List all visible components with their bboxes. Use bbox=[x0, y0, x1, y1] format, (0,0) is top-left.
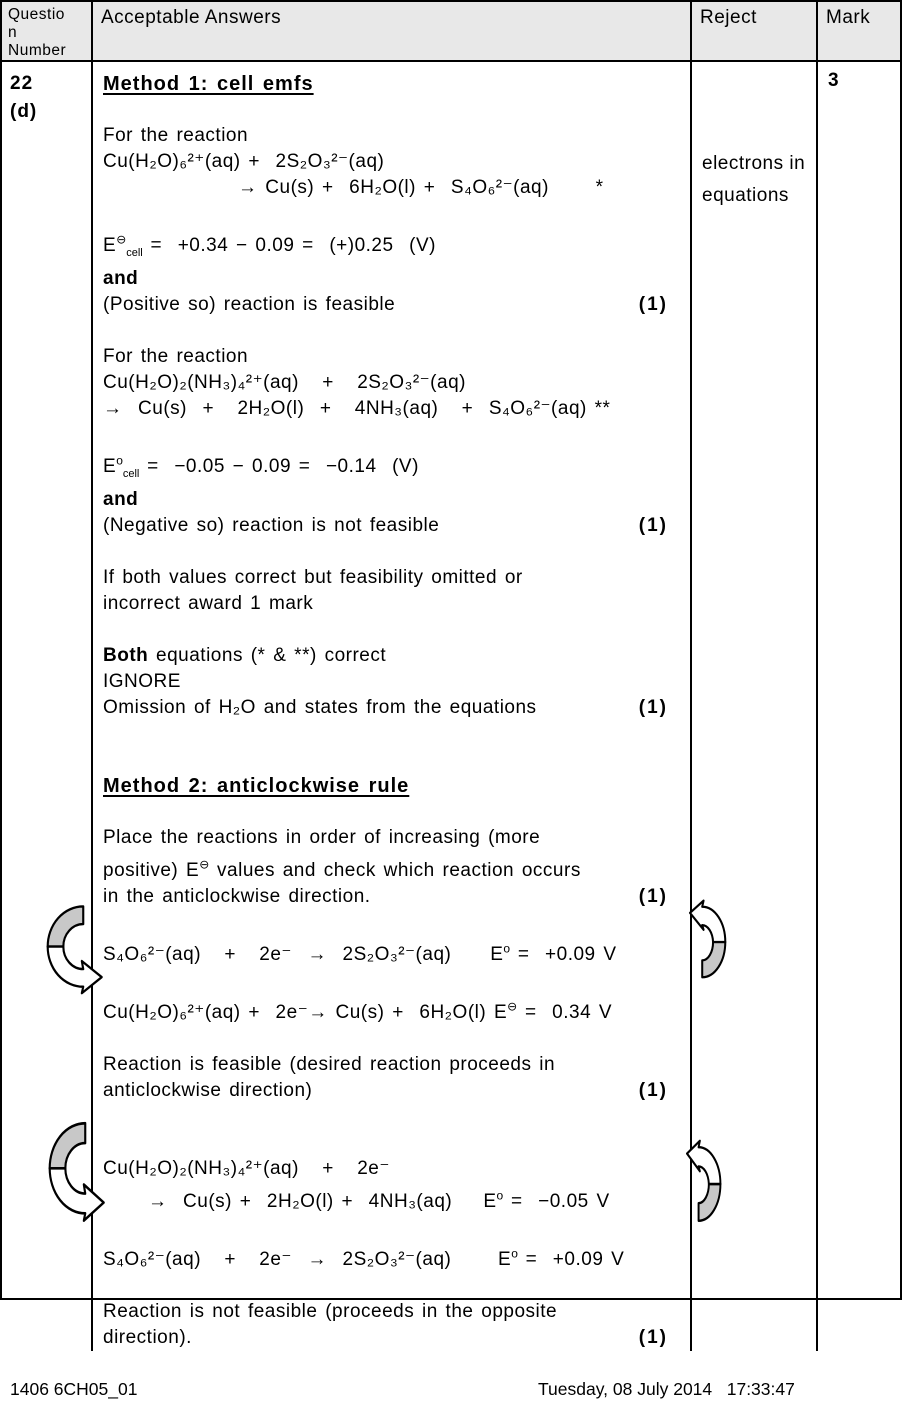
answer-text: and bbox=[103, 489, 139, 511]
answer-text: → Cu(s) + 2H₂O(l) + 4NH₃(aq) $E^o = -0.05$ V bbox=[148, 1188, 610, 1212]
answer-line bbox=[103, 396, 682, 422]
blank-line bbox=[103, 539, 682, 565]
answer-line bbox=[103, 695, 682, 721]
answers-cell bbox=[93, 62, 692, 1351]
mark-header: Mark bbox=[826, 7, 871, 28]
method-heading bbox=[103, 71, 682, 97]
blank-line bbox=[103, 318, 682, 344]
answer-text: S₄O₆²⁻(aq) + 2e⁻ → 2S₂O₃²⁻(aq) $E^o = +0.09$ V bbox=[103, 1246, 625, 1270]
question-number: 22 bbox=[10, 73, 34, 94]
answer-text: Reaction is feasible (desired reaction proceeds in bbox=[103, 1054, 556, 1076]
answer-text: (Positive so) reaction is feasible bbox=[103, 294, 396, 316]
answer-text: Cu(H₂O)₂(NH₃)₄²⁺(aq) + 2e⁻ bbox=[103, 1158, 390, 1180]
mark-point: (1) bbox=[638, 1080, 668, 1102]
answer-line bbox=[103, 227, 682, 266]
answer-text: Cu(H₂O)₆²⁺(aq) + 2e⁻→ Cu(s) + 6H₂O(l) E⊖ = 0.34 V bbox=[103, 999, 613, 1024]
blank-line bbox=[103, 1130, 682, 1156]
answer-text: Omission of H₂O and states from the equations bbox=[103, 697, 537, 719]
answer-text: Cu(H₂O)₂(NH₃)₄²⁺(aq) + 2S₂O₃²⁻(aq) bbox=[103, 372, 466, 394]
answer-text: incorrect award 1 mark bbox=[103, 593, 314, 615]
answer-text: positive) E⊖ values and check which reaction occurs bbox=[103, 857, 581, 881]
blank-line bbox=[103, 799, 682, 825]
table-body-row bbox=[2, 62, 900, 1348]
curved-arrow-up-icon bbox=[690, 896, 728, 988]
answer-line bbox=[103, 1052, 682, 1078]
answer-line bbox=[103, 513, 682, 539]
answer-text: Place the reactions in order of increasing (more bbox=[103, 827, 541, 849]
blank-line bbox=[103, 910, 682, 936]
answer-line bbox=[103, 149, 682, 175]
answer-line bbox=[103, 591, 682, 617]
blank-line bbox=[103, 201, 682, 227]
answer-line bbox=[103, 936, 682, 968]
answer-line bbox=[103, 344, 682, 370]
answer-text: For the reaction bbox=[103, 346, 249, 368]
answer-text: (Negative so) reaction is not feasible bbox=[103, 515, 440, 537]
blank-line bbox=[103, 1215, 682, 1241]
reject-cell: electrons in equations bbox=[692, 62, 818, 1351]
answer-line bbox=[103, 825, 682, 851]
footer-document-code: 1406 6CH05_01 bbox=[10, 1379, 138, 1399]
footer-timestamp: Tuesday, 08 July 2014 17:33:47 bbox=[538, 1379, 795, 1399]
mark-point: (1) bbox=[638, 697, 668, 719]
answer-text: Both equations (* & **) correct bbox=[103, 645, 387, 667]
blank-line bbox=[103, 721, 682, 747]
acceptable-answers-header: Acceptable Answers bbox=[93, 2, 692, 62]
blank-line bbox=[103, 747, 682, 773]
curved-arrow-anticlockwise-icon bbox=[42, 900, 106, 998]
mark-point: (1) bbox=[638, 294, 668, 316]
answer-text: If both values correct but feasibility omitted or bbox=[103, 567, 523, 589]
blank-line bbox=[103, 968, 682, 994]
answer-line bbox=[103, 1325, 682, 1351]
answer-text: Method 1: cell emfs bbox=[103, 73, 314, 95]
mark-point: (1) bbox=[638, 885, 668, 907]
answer-line bbox=[103, 175, 682, 201]
answer-line bbox=[103, 851, 682, 883]
blank-line bbox=[103, 422, 682, 448]
answer-text: → Cu(s) + 2H₂O(l) + 4NH₃(aq) + S₄O₆²⁻(aq) ** bbox=[103, 398, 611, 420]
answer-text: $E^⊖_{cell} = +0.34 - 0.09 = (+)0.25$ (V) bbox=[103, 233, 436, 260]
answer-line bbox=[103, 1241, 682, 1273]
answer-line bbox=[103, 1299, 682, 1325]
method-heading bbox=[103, 773, 682, 799]
table-header-row bbox=[2, 2, 900, 62]
blank-line bbox=[103, 97, 682, 123]
answer-line bbox=[103, 266, 682, 292]
answer-line bbox=[103, 448, 682, 487]
answer-line bbox=[103, 565, 682, 591]
answer-line bbox=[103, 123, 682, 149]
answer-text: S₄O₆²⁻(aq) + 2e⁻ → 2S₂O₃²⁻(aq) $E^o = +0.09$ V bbox=[103, 941, 617, 965]
curved-arrow-anticlockwise-icon bbox=[44, 1116, 108, 1226]
answer-line bbox=[103, 994, 682, 1026]
answer-text: Cu(H₂O)₆²⁺(aq) + 2S₂O₃²⁻(aq) bbox=[103, 151, 385, 172]
answer-text: Method 2: anticlockwise rule bbox=[103, 775, 410, 798]
answer-text: → Cu(s) + 6H₂O(l) + S₄O₆²⁻(aq) * bbox=[238, 177, 604, 198]
answer-line bbox=[103, 669, 682, 695]
answer-line bbox=[103, 884, 682, 910]
answer-line bbox=[103, 1078, 682, 1104]
mark-point: (1) bbox=[638, 515, 668, 537]
answer-text: in the anticlockwise direction. bbox=[103, 885, 371, 907]
blank-line bbox=[103, 1026, 682, 1052]
answer-line bbox=[103, 643, 682, 669]
mark-cell: 3 bbox=[828, 70, 840, 91]
answer-line bbox=[103, 487, 682, 513]
answer-text: For the reaction bbox=[103, 125, 249, 146]
blank-line bbox=[103, 617, 682, 643]
answer-text: direction). bbox=[103, 1326, 192, 1348]
answer-line bbox=[103, 370, 682, 396]
mark-point: (1) bbox=[638, 1326, 668, 1348]
answer-text: $E^o_{cell} = -0.05 - 0.09 = -0.14$ (V) bbox=[103, 454, 419, 481]
answer-line bbox=[103, 1182, 682, 1214]
answer-text: Reaction is not feasible (proceeds in the opposite bbox=[103, 1300, 558, 1322]
answer-text: IGNORE bbox=[103, 671, 181, 693]
curved-arrow-up-icon bbox=[687, 1136, 723, 1232]
answer-line bbox=[103, 292, 682, 318]
answer-text: and bbox=[103, 268, 139, 290]
blank-line bbox=[103, 1273, 682, 1299]
blank-line bbox=[103, 1104, 682, 1130]
question-number-header: Question Number bbox=[2, 2, 93, 62]
answer-line bbox=[103, 1156, 682, 1182]
answer-text: anticlockwise direction) bbox=[103, 1080, 313, 1102]
question-part: (d) bbox=[10, 101, 38, 122]
reject-header: Reject bbox=[692, 2, 818, 62]
